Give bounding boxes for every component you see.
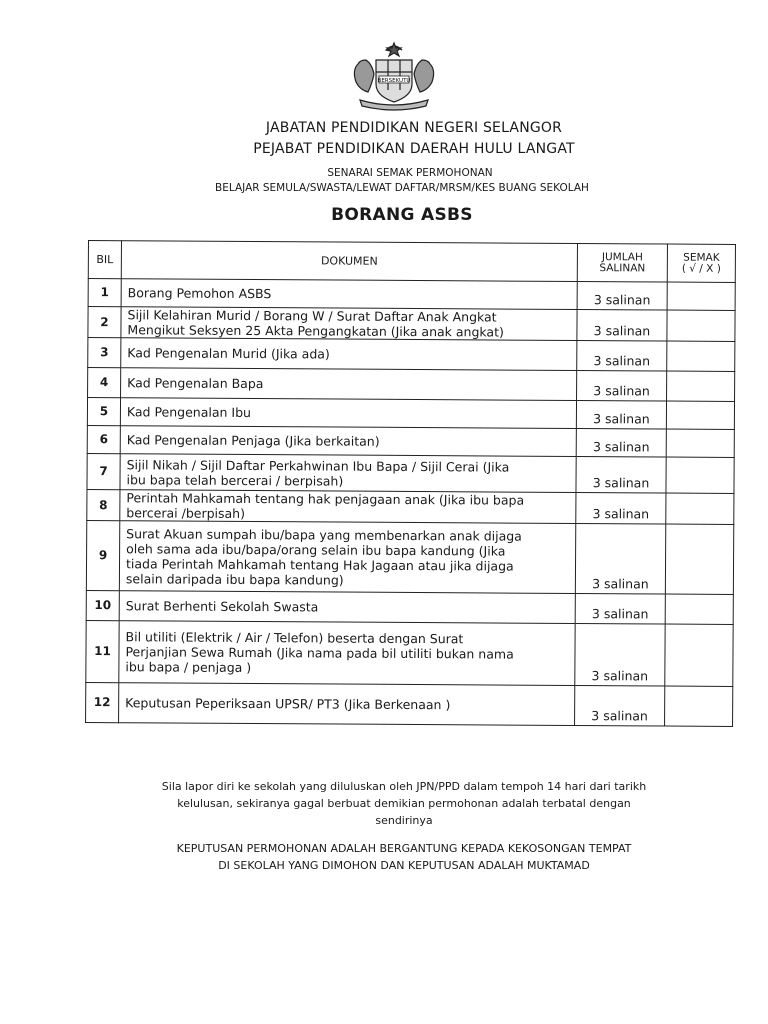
check-cell[interactable] [667,282,735,310]
document-description-line: tiada Perintah Mahkamah tentang Hak Jagaan atau jika dijaga [125,555,514,574]
report-instruction-line: Sila lapor diri ke sekolah yang diluluskan oleh JPN/PPD dalam tempoh 14 hari dari tarikh [161,780,647,793]
check-cell[interactable] [665,594,733,624]
decision-notice [20,840,768,874]
document-description [119,521,575,594]
checklist-table [85,240,736,727]
document-description-line: Keputusan Peperiksaan UPSR/ PT3 (Jika Berkenaan ) [125,695,451,713]
report-instruction-line: sendirinya [375,814,433,827]
check-cell[interactable] [667,371,735,401]
semak-label: SEMAK [683,251,720,264]
decision-notice-line: DI SEKOLAH YANG DIMOHON DAN KEPUTUSAN ADALAH MUKTAMAD [218,859,590,872]
row-number: 7 [87,453,120,489]
document-description-line: Perintah Mahkamah tentang hak penjagaan anak (Jika ibu bapa [126,490,525,508]
check-cell[interactable] [665,624,733,686]
page-title: BORANG ASBS [331,205,473,225]
copies-count: 3 salinan [577,281,667,310]
table-row [86,520,733,594]
table-row [87,453,734,493]
document-description-line: Kad Pengenalan Penjaga (Jika berkaitan) [126,432,380,449]
table-row [86,682,733,726]
document-description [119,591,575,624]
document-description-line: Kad Pengenalan Murid (Jika ada) [127,345,330,362]
copies-count: 3 salinan [575,623,665,686]
row-number: 6 [87,425,120,453]
copies-count: 3 salinan [576,400,666,429]
document-description [120,454,576,493]
copies-count: 3 salinan [576,492,666,524]
row-number: 9 [86,520,119,590]
document-description [121,279,577,310]
document-description-line: Sijil Nikah / Sijil Daftar Perkahwinan Ibu Bapa / Sijil Cerai (Jika [126,456,510,475]
report-instruction [20,778,768,829]
department-name: JABATAN PENDIDIKAN NEGERI SELANGOR [265,120,563,136]
document-description-line: Kad Pengenalan Ibu [126,404,252,420]
document-description-line: ibu bapa / penjaga ) [125,659,252,676]
table-row [88,279,735,311]
table-row [87,425,734,457]
table-row [86,620,733,686]
row-number: 3 [88,338,121,368]
document-description [120,398,576,429]
row-number: 4 [88,368,121,398]
document-description-line: Sijil Kelahiran Murid / Borang W / Surat Daftar Anak Angkat [127,307,497,325]
report-instruction-line: kelulusan, sekiranya gagal berbuat demikian permohonan adalah terbatal dengan [177,797,631,810]
document-description-line: Kad Pengenalan Bapa [127,375,264,392]
document-description-line: bercerai /berpisah) [126,505,246,521]
document-description-line: Surat Berhenti Sekolah Swasta [125,598,319,615]
copies-count: 3 salinan [576,428,666,457]
check-cell[interactable] [666,493,734,524]
copies-count: 3 salinan [575,523,665,594]
document-description-line: selain daripada ibu bapa kandung) [125,570,344,588]
document-description-line: Surat Akuan sumpah ibu/bapa yang membenarkan anak dijaga [126,525,522,544]
row-number: 8 [87,489,120,520]
column-header-semak [667,244,735,282]
salinan-label: SALINAN [599,261,646,274]
table-row [86,590,733,624]
table-row [87,489,734,524]
table-row [88,338,735,372]
row-number: 12 [86,682,119,722]
document-description-line: Perjanjian Sewa Rumah (Jika nama pada bil utiliti bukan nama [125,644,514,662]
row-number: 11 [86,620,119,682]
copies-count: 3 salinan [575,685,665,726]
column-header-jumlah-salinan [577,243,667,282]
table-header-row [88,241,735,283]
column-header-bil: BIL [88,241,121,279]
document-description [121,368,577,401]
table-row [87,398,734,430]
check-cell[interactable] [667,310,735,341]
row-number: 10 [86,590,119,620]
document-description [121,307,577,341]
copies-count: 3 salinan [577,370,667,401]
table-row [88,368,735,402]
document-description [119,621,575,686]
jumlah-label: JUMLAH [601,250,643,263]
checklist-table-container [88,240,736,723]
document-description [120,490,576,524]
row-number: 2 [88,307,121,338]
document-description [121,338,577,371]
copies-count: 3 salinan [577,309,667,341]
document-description [119,683,575,726]
check-cell[interactable] [666,429,734,457]
checklist-subtitle: SENARAI SEMAK PERMOHONAN [327,167,493,179]
row-number: 5 [87,398,120,426]
copies-count: 3 salinan [576,456,666,493]
coat-of-arms-icon [346,40,442,112]
row-number: 1 [88,279,121,307]
check-cell[interactable] [665,686,733,726]
table-row [88,307,735,342]
check-cell[interactable] [666,457,734,493]
copies-count: 3 salinan [577,340,667,371]
check-cell[interactable] [666,401,734,429]
document-description-line: oleh sama ada ibu/bapa/orang selain ibu bapa kandung (Jika [126,540,506,559]
copies-count: 3 salinan [575,593,665,624]
document-description-line: ibu bapa telah bercerai / berpisah) [126,471,344,489]
document-description-line: Borang Pemohon ASBS [127,285,272,302]
document-description-line: Bil utiliti (Elektrik / Air / Telefon) beserta dengan Surat [125,629,464,647]
document-description [120,426,576,457]
decision-notice-line: KEPUTUSAN PERMOHONAN ADALAH BERGANTUNG KEPADA KEKOSONGAN TEMPAT [176,842,632,855]
crest-label: BERSEKUTU [377,77,411,84]
application-categories: BELAJAR SEMULA/SWASTA/LEWAT DAFTAR/MRSM/KES BUANG SEKOLAH [215,182,589,194]
check-cell[interactable] [667,341,735,371]
semak-mark-label: ( √ / X ) [681,262,721,275]
district-office-name: PEJABAT PENDIDIKAN DAERAH HULU LANGAT [253,141,575,157]
column-header-dokumen: DOKUMEN [121,241,577,282]
check-cell[interactable] [665,524,733,594]
document-description-line: Mengikut Seksyen 25 Akta Pengangkatan (Jika anak angkat) [127,322,504,340]
